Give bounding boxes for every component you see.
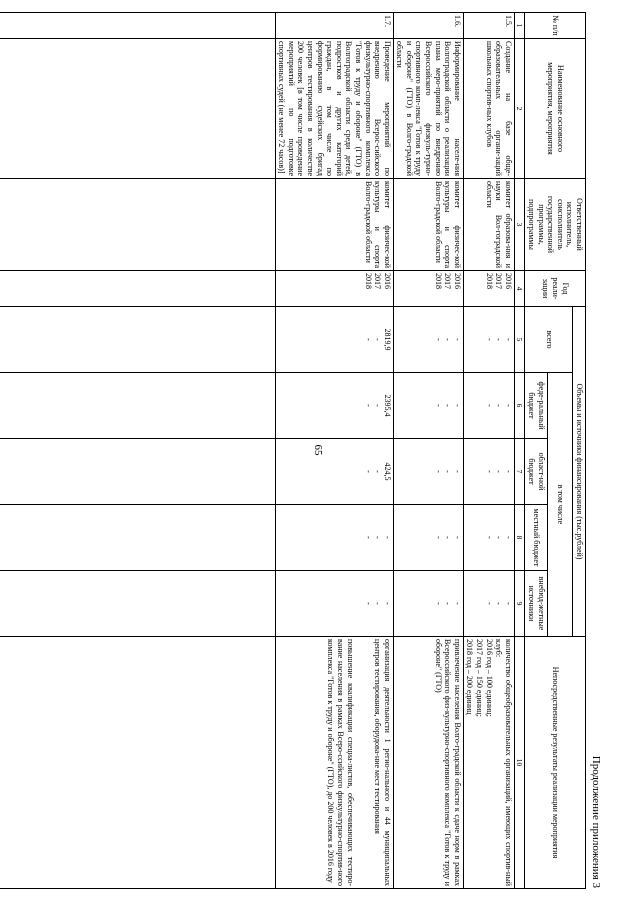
total-value: - <box>452 338 462 341</box>
column-number: 3 <box>514 179 525 271</box>
activity-name: Информирование населе-ния Волгоградской области о реализации плана меро-приятий по внедрению Всероссийского физкуль-турно-спортивного комп-лекса "Готов к труду и обороне" (ГТО) в Волго-градской области <box>393 39 463 179</box>
local-value: - <box>373 536 383 539</box>
result-text: повышение квалификации специа-листов, обеспечивающих тестиро-вание населения в рамках Всеро-ссийского физкультурно-спортив-ного комплекса "Готов к труду и обороне" (ГТО), до 200 человек в 2016 году <box>326 639 355 886</box>
empty-cell <box>0 307 275 373</box>
extrabudgetary-cell <box>275 571 393 637</box>
years-cell <box>463 271 514 307</box>
empty-cell <box>0 39 275 179</box>
total-value: - <box>373 338 383 341</box>
regional-value: - <box>363 470 373 473</box>
extrabudgetary-value: - <box>503 602 513 605</box>
regional-cell <box>393 439 463 505</box>
year: 2017 <box>494 273 504 289</box>
financing-table <box>0 12 586 889</box>
continuation-title: Продолжение приложения 3 <box>590 755 602 888</box>
extrabudgetary-value: - <box>494 602 504 605</box>
table-row-1-7 <box>275 13 393 889</box>
federal-cell <box>463 373 514 439</box>
table-row-1-5 <box>463 13 514 889</box>
column-number: 4 <box>514 271 525 307</box>
result-cell <box>275 637 393 889</box>
row-number: 1.7. <box>275 13 393 39</box>
federal-value: - <box>484 404 494 407</box>
year: 2018 <box>484 273 494 289</box>
column-number: 9 <box>514 571 525 637</box>
total-cell <box>393 307 463 373</box>
local-value: - <box>433 536 443 539</box>
year: 2016 <box>452 273 462 289</box>
federal-cell <box>393 373 463 439</box>
result-text: привлечение населения Волго-градской области к сдаче норм в рамках Всероссийского физ-культурно-спортивного комплекса "Готов к труду и обороне" (ГТО) <box>433 639 462 886</box>
extrabudgetary-cell <box>463 571 514 637</box>
regional-value: - <box>503 470 513 473</box>
extrabudgetary-value: - <box>443 602 453 605</box>
empty-cell <box>0 373 275 439</box>
empty-cell <box>0 13 275 39</box>
activity-name: Проведение мероприятий по внедрению Всерос-сийского физкультурно-спортивного комплекса "Готов к труду и обороне" (ГТО) в Волгоградской области среди детей, подростков и других категорий граждан, в том числе по формированию судейских бригад центров тестирования в количестве 200 человек [в том числе проведение мероприятий по подготовке спортивных судей (не менее 72 часов)] <box>275 39 393 179</box>
result-text: 2017 год – 150 единиц; <box>475 639 485 717</box>
row-number: 1.6. <box>393 13 463 39</box>
extrabudgetary-value: - <box>484 602 494 605</box>
regional-value: - <box>373 470 383 473</box>
years-cell <box>393 271 463 307</box>
result-text: количество общеобразовательных организаций, имеющих спортив-ный клуб: <box>494 639 513 886</box>
year: 2018 <box>363 273 373 289</box>
empty-cell <box>0 439 275 505</box>
local-cell <box>393 505 463 571</box>
local-value: - <box>452 536 462 539</box>
header-total: всего <box>525 307 573 373</box>
header-executor: Ответственный исполнитель, соисполнитель государственной программы, подпрограммы <box>525 179 586 271</box>
extrabudgetary-value: - <box>452 602 462 605</box>
spacer <box>355 639 373 886</box>
extrabudgetary-cell <box>393 571 463 637</box>
row-number: 1.5. <box>463 13 514 39</box>
regional-cell <box>463 439 514 505</box>
federal-value: - <box>363 404 373 407</box>
column-number: 1 <box>514 13 525 39</box>
federal-value: - <box>443 404 453 407</box>
year: 2016 <box>503 273 513 289</box>
activity-name: Создание на базе обще-образовательных органи-заций школьных спортив-ных клубов <box>463 39 514 179</box>
year: 2018 <box>433 273 443 289</box>
extrabudgetary-value: - <box>382 602 392 605</box>
local-value: - <box>363 536 373 539</box>
header-including: в том числе <box>547 373 573 637</box>
total-value: - <box>363 338 373 341</box>
total-cell <box>463 307 514 373</box>
column-number: 10 <box>514 637 525 889</box>
year: 2017 <box>373 273 383 289</box>
header-num: № п/п <box>525 13 586 39</box>
local-value: - <box>484 536 494 539</box>
federal-value: 2395,4 <box>382 394 392 417</box>
regional-value: - <box>443 470 453 473</box>
regional-value: - <box>452 470 462 473</box>
federal-value: - <box>494 404 504 407</box>
local-value: - <box>494 536 504 539</box>
header-federal: феде-ральный бюджет <box>525 373 547 439</box>
header-extrabudgetary: внебюд-жетные источники <box>525 571 547 637</box>
header-regional: област-ной бюджет <box>525 439 547 505</box>
extrabudgetary-value: - <box>373 602 383 605</box>
result-cell <box>393 637 463 889</box>
years-cell <box>275 271 393 307</box>
total-value: - <box>503 338 513 341</box>
column-number: 7 <box>514 439 525 505</box>
rotated-page-content <box>53 12 608 892</box>
total-cell <box>275 307 393 373</box>
total-value: - <box>494 338 504 341</box>
column-number-row <box>514 13 525 889</box>
regional-value: 424,5 <box>382 462 392 481</box>
year: 2016 <box>382 273 392 289</box>
local-cell <box>463 505 514 571</box>
column-number: 2 <box>514 39 525 179</box>
responsible-executor: комитет физичес-кой культуры и спорта Волго-градской области <box>393 179 463 271</box>
regional-cell <box>275 439 393 505</box>
total-value: - <box>484 338 494 341</box>
column-number: 6 <box>514 373 525 439</box>
header-year: Год реали-зации <box>525 271 586 307</box>
extrabudgetary-value: - <box>433 602 443 605</box>
total-value: - <box>433 338 443 341</box>
federal-value: - <box>373 404 383 407</box>
regional-value: - <box>494 470 504 473</box>
result-cell <box>463 637 514 889</box>
empty-cell <box>0 571 275 637</box>
extrabudgetary-value: - <box>363 602 373 605</box>
federal-value: - <box>433 404 443 407</box>
empty-cell <box>0 271 275 307</box>
year: 2017 <box>443 273 453 289</box>
local-value: - <box>503 536 513 539</box>
regional-value: - <box>433 470 443 473</box>
local-value: - <box>443 536 453 539</box>
result-text: 2018 год – 200 единиц <box>465 639 475 715</box>
header-local: местный бюджет <box>525 505 547 571</box>
federal-value: - <box>503 404 513 407</box>
federal-value: - <box>452 404 462 407</box>
column-number: 5 <box>514 307 525 373</box>
empty-cell <box>0 637 275 889</box>
table-row-1-6 <box>393 13 463 889</box>
table-row-empty-tail <box>0 13 275 889</box>
local-cell <box>275 505 393 571</box>
header-financing: Объемы и источники финансирования (тыс.рублей) <box>573 307 586 637</box>
local-value: - <box>382 536 392 539</box>
total-value: - <box>443 338 453 341</box>
page-number: 65 <box>312 444 324 456</box>
column-number: 8 <box>514 505 525 571</box>
empty-cell <box>0 179 275 271</box>
federal-cell <box>275 373 393 439</box>
result-text: организация деятельности 1 регио-нального и 44 муниципальных центров тестирования, оборудова-ние мест тестирования <box>373 639 392 886</box>
total-value: 2819,9 <box>382 328 392 351</box>
empty-cell <box>0 505 275 571</box>
regional-value: - <box>484 470 494 473</box>
result-text: 2016 год – 100 единиц; <box>484 639 494 717</box>
responsible-executor: комитет образова-ния и науки Вол-гоградской области <box>463 179 514 271</box>
header-name: Наименование основного мероприятия, мероприятия <box>525 39 586 179</box>
header-result: Непосредственные результаты реализации мероприятия <box>525 637 586 889</box>
responsible-executor: комитет физичес-кой культуры и спорта Волго-градской области <box>275 179 393 271</box>
